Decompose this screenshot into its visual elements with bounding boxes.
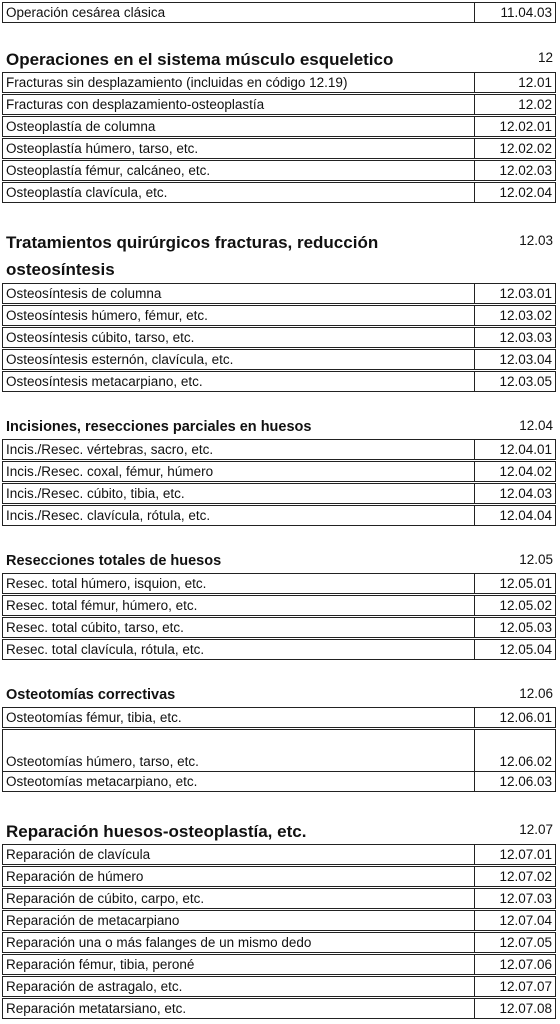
row-code: 11.04.03 (474, 3, 555, 22)
row-code: 12.07.01 (474, 845, 555, 864)
table-row (2, 483, 556, 504)
section-code: 12.07 (519, 822, 553, 837)
section-title: Operaciones en el sistema músculo esqueletico (6, 50, 394, 69)
row-code: 12.02.03 (474, 161, 555, 180)
row-description: Resec. total cúbito, tarso, etc. (6, 620, 184, 635)
table-row (2, 954, 556, 975)
row-description: Osteotomías metacarpiano, etc. (6, 774, 198, 789)
row-code: 12.05.04 (474, 640, 555, 659)
row-code: 12.03.05 (474, 372, 555, 391)
row-description: Resec. total clavícula, rótula, etc. (6, 642, 205, 657)
section-title-line-2: osteosíntesis (6, 260, 115, 279)
row-code: 12.04.02 (474, 462, 555, 481)
row-code: 12.04.03 (474, 484, 555, 503)
table-row (2, 888, 556, 909)
row-description: Reparación una o más falanges de un mismo dedo (6, 935, 312, 950)
section-code: 12.05 (519, 552, 553, 567)
row-code: 12.04.01 (474, 440, 555, 459)
table-row (2, 998, 556, 1019)
section-title: Osteotomías correctivas (6, 687, 176, 703)
row-description: Incis./Resec. vértebras, sacro, etc. (6, 442, 214, 457)
table-row (2, 932, 556, 953)
table-row (2, 327, 556, 348)
row-description: Reparación de astragalo, etc. (6, 979, 183, 994)
row-description: Osteosíntesis de columna (6, 286, 162, 301)
table-row (2, 2, 556, 23)
row-description: Reparación fémur, tibia, peroné (6, 957, 195, 972)
row-description: Resec. total húmero, isquion, etc. (6, 576, 207, 591)
row-code: 12.05.03 (474, 618, 555, 637)
table-row (2, 910, 556, 931)
row-description: Osteoplastía húmero, tarso, etc. (6, 141, 199, 156)
section-code: 12.04 (519, 418, 553, 433)
table-row (2, 707, 556, 728)
row-description: Reparación metatarsiano, etc. (6, 1001, 187, 1016)
table-row (2, 305, 556, 326)
table-row (2, 94, 556, 115)
row-code: 12.04.04 (474, 506, 555, 525)
table-row (2, 371, 556, 392)
section-title: Reparación huesos-osteoplastía, etc. (6, 822, 307, 841)
section-code: 12.03 (519, 233, 553, 248)
table-row (2, 72, 556, 93)
table-row (2, 439, 556, 460)
row-code: 12.07.02 (474, 867, 555, 886)
table-row (2, 595, 556, 616)
table-row (2, 349, 556, 370)
row-description: Incis./Resec. clavícula, rótula, etc. (6, 508, 211, 523)
section-code: 12 (537, 50, 553, 65)
table-row (2, 505, 556, 526)
table-row (2, 866, 556, 887)
row-description: Osteosíntesis húmero, fémur, etc. (6, 308, 208, 323)
table-row (2, 116, 556, 137)
row-description: Operación cesárea clásica (6, 5, 166, 20)
table-row (2, 639, 556, 660)
row-code: 12.06.01 (474, 708, 555, 727)
row-description: Osteotomías fémur, tibia, etc. (6, 710, 182, 725)
row-description: Incis./Resec. coxal, fémur, húmero (6, 464, 214, 479)
table-row (2, 729, 556, 772)
table-row (2, 182, 556, 203)
row-description: Resec. total fémur, húmero, etc. (6, 598, 198, 613)
row-description: Osteoplastía de columna (6, 119, 156, 134)
row-description: Reparación de húmero (6, 869, 144, 884)
row-code: 12.06.03 (474, 772, 555, 791)
row-code: 12.01 (474, 73, 555, 92)
table-row (2, 573, 556, 594)
row-code: 12.06.02 (474, 730, 555, 771)
row-description: Osteosíntesis esternón, clavícula, etc. (6, 352, 234, 367)
row-description: Osteosíntesis metacarpiano, etc. (6, 374, 203, 389)
row-code: 12.03.03 (474, 328, 555, 347)
row-code: 12.07.08 (474, 999, 555, 1018)
row-description: Incis./Resec. cúbito, tibia, etc. (6, 486, 185, 501)
section-title: Resecciones totales de huesos (6, 553, 222, 569)
table-row (2, 617, 556, 638)
table-row (2, 461, 556, 482)
row-code: 12.02.02 (474, 139, 555, 158)
row-description: Osteoplastía clavícula, etc. (6, 185, 168, 200)
row-code: 12.05.01 (474, 574, 555, 593)
row-code: 12.02 (474, 95, 555, 114)
section-title-line-1: Tratamientos quirúrgicos fracturas, reducción (6, 233, 379, 252)
row-description: Reparación de clavícula (6, 847, 151, 862)
row-code: 12.02.01 (474, 117, 555, 136)
row-code: 12.05.02 (474, 596, 555, 615)
row-code: 12.07.07 (474, 977, 555, 996)
row-description: Osteoplastía fémur, calcáneo, etc. (6, 163, 211, 178)
row-code: 12.03.02 (474, 306, 555, 325)
row-code: 12.03.04 (474, 350, 555, 369)
row-code: 12.07.05 (474, 933, 555, 952)
row-description: Reparación de metacarpiano (6, 913, 180, 928)
row-description: Fracturas con desplazamiento-osteoplastía (6, 97, 265, 112)
row-code: 12.07.06 (474, 955, 555, 974)
row-description: Reparación de cúbito, carpo, etc. (6, 891, 205, 906)
row-code: 12.07.04 (474, 911, 555, 930)
row-code: 12.02.04 (474, 183, 555, 202)
row-code: 12.07.03 (474, 889, 555, 908)
section-code: 12.06 (519, 686, 553, 701)
table-row (2, 771, 556, 792)
row-description: Osteosíntesis cúbito, tarso, etc. (6, 330, 195, 345)
table-row (2, 283, 556, 304)
row-description: Osteotomías húmero, tarso, etc. (6, 754, 199, 769)
row-code: 12.03.01 (474, 284, 555, 303)
table-row (2, 844, 556, 865)
row-description: Fracturas sin desplazamiento (incluidas en código 12.19) (6, 75, 348, 90)
section-title: Incisiones, resecciones parciales en huesos (6, 419, 312, 435)
table-row (2, 160, 556, 181)
table-row (2, 138, 556, 159)
table-row (2, 976, 556, 997)
